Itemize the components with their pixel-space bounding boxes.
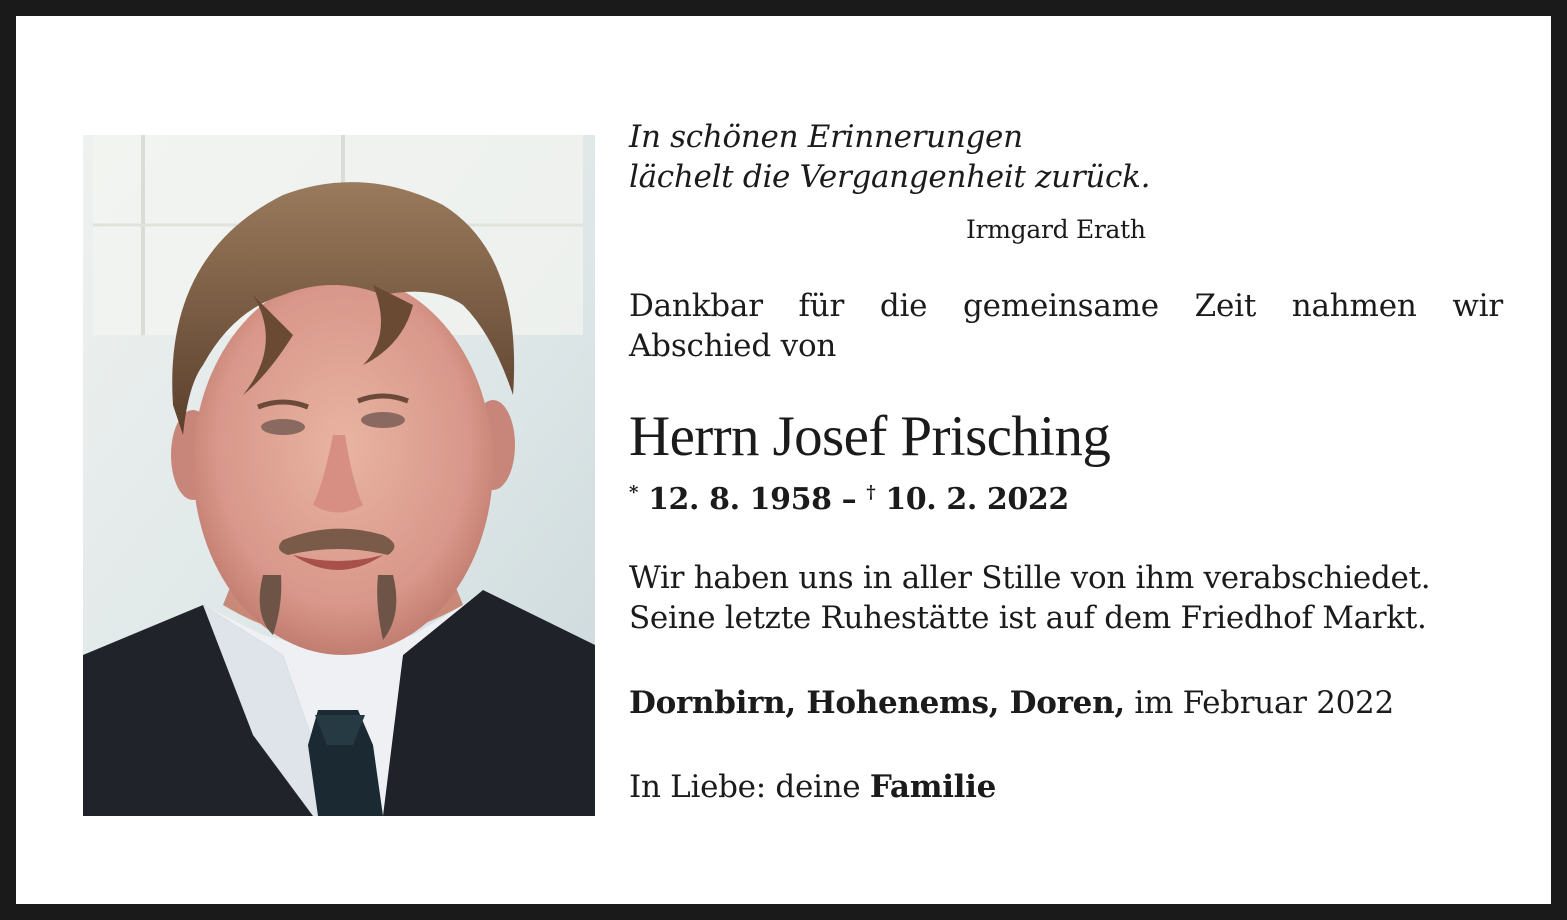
memorial-quote — [629, 117, 1509, 197]
death-symbol: † — [866, 482, 876, 503]
place-towns: Dornbirn, Hohenems, Doren, — [629, 685, 1125, 721]
intro-line-1: Dankbar für die gemeinsame Zeit nahmen wir — [629, 288, 1503, 324]
portrait-photo — [83, 135, 595, 816]
message-text — [629, 558, 1509, 638]
deceased-name: Herrn Josef Prisching — [629, 405, 1111, 468]
quote-line-1: In schönen Erinnerungen — [629, 119, 1023, 155]
place-and-date — [629, 683, 1394, 723]
birth-symbol: * — [629, 482, 639, 503]
place-month: im Februar 2022 — [1134, 685, 1394, 721]
birth-date: 12. 8. 1958 — [648, 482, 832, 517]
death-date: 10. 2. 2022 — [885, 482, 1069, 517]
life-dates — [629, 480, 1069, 520]
portrait-illustration — [83, 135, 595, 816]
message-line-1: Wir haben uns in aller Stille von ihm verabschiedet. — [629, 560, 1431, 596]
quote-line-2: lächelt die Vergangenheit zurück. — [629, 159, 1151, 195]
signature-family: Familie — [869, 769, 997, 805]
quote-author: Irmgard Erath — [966, 215, 1146, 244]
signature-prefix: In Liebe: deine — [629, 769, 861, 805]
intro-line-2: Abschied von — [629, 328, 837, 364]
family-signature — [629, 767, 996, 807]
date-separator: – — [841, 482, 857, 517]
message-line-2: Seine letzte Ruhestätte ist auf dem Friedhof Markt. — [629, 600, 1427, 636]
intro-text — [629, 286, 1503, 366]
